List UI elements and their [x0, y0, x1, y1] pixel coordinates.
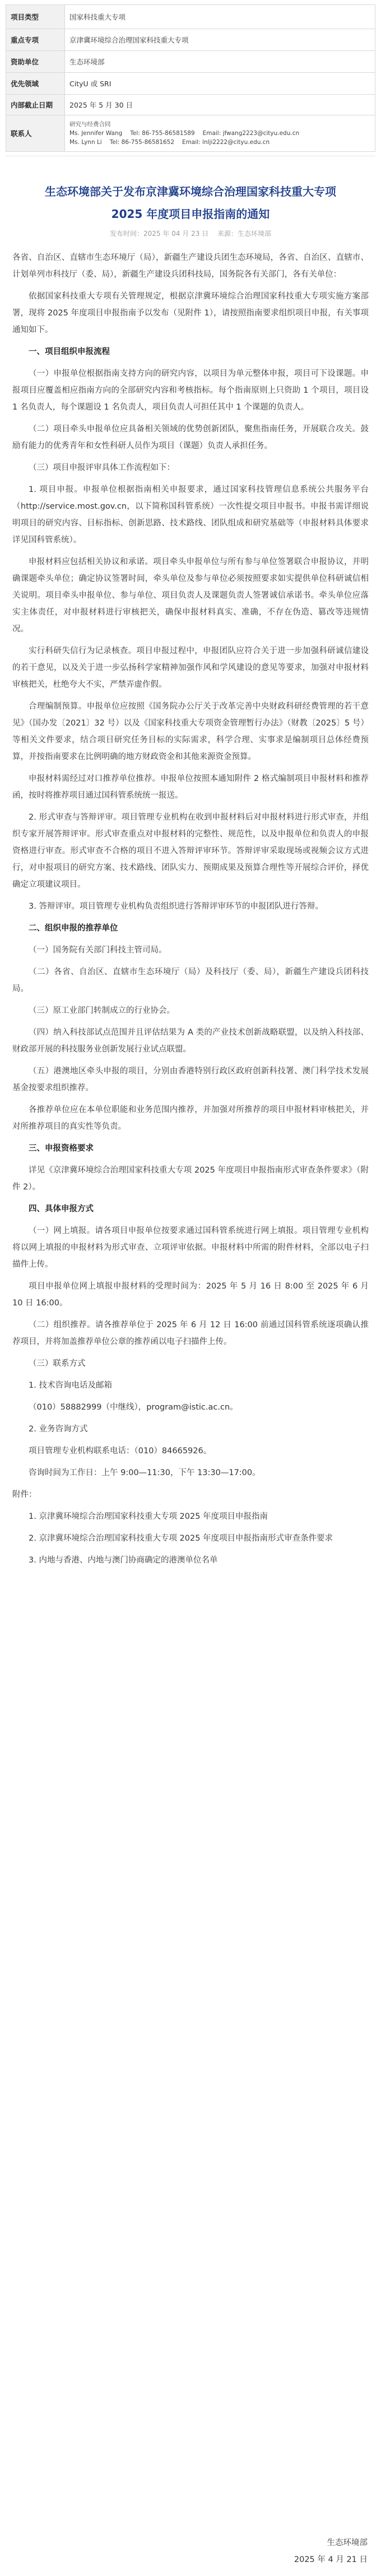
contact-name: 研究与经费合同	[69, 121, 111, 128]
contact-tel: Tel: 86-755-86581589	[130, 130, 195, 137]
body-paragraph: （三）项目申报评审具体工作流程如下：	[29, 463, 175, 472]
notice-title-line-2: 2025 年度项目申报指南的通知	[111, 207, 270, 221]
body-paragraph: 2. 业务咨询方式	[29, 1425, 88, 1434]
section-heading: 四、具体申报方式	[29, 1205, 94, 1213]
signature-block	[294, 2535, 368, 2568]
body-paragraph: 3. 答辩评审。项目管理专业机构负责组织进行答辩评审环节的申报团队进行答辩。	[29, 902, 323, 911]
body-paragraph: （三）联系方式	[29, 1359, 86, 1368]
body-paragraph: 详见《京津冀环境综合治理国家科技重大专项 2025 年度项目申报指南形式审查条件要求》（附件 2）。	[12, 1166, 369, 1192]
contact-line	[69, 129, 370, 138]
section-heading: 一、项目组织申报流程	[29, 347, 110, 356]
info-label: 内部截止日期	[6, 95, 65, 115]
body-paragraph: 申报材料应包括相关协议和承诺。项目牵头申报单位与所有参与单位签署联合申报协议，并明确课题牵头单位；确定协议签署时间，牵头单位及参与单位必须按照要求如实提供单位科研诚信相关说明。项目牵头申报单位、参与单位、项目负责人及课题负责人签署诚信承诺书。牵头单位应落实主体责任，对申报材料进行审核把关，确保申报材料真实、准确，不存在伪造、篡改等违规情况。	[12, 557, 369, 634]
info-label: 重点专项	[6, 29, 65, 51]
section-heading: 二、组织申报的推荐单位	[29, 924, 118, 933]
publish-info	[0, 229, 381, 238]
body-paragraph: （二）各省、自治区、直辖市生态环境厅（局）及科技厅（委、局），新疆生产建设兵团科技局。	[12, 968, 369, 993]
info-row	[6, 5, 375, 29]
body-paragraph: 实行科研失信行为记录核查。项目申报过程中，申报团队应符合关于进一步加强科研诚信建设的若干意见，以及关于进一步弘扬科学家精神加强作风和学风建设的意见等要求，加强对申报材料审核把关，杜绝夸大不实，严禁弄虚作假。	[12, 647, 369, 689]
sign-date: 2025 年 4 月 21 日	[294, 2555, 368, 2564]
contact-email[interactable]: Email: jfwang2223@cityu.edu.cn	[202, 130, 300, 137]
body-paragraph: （一）国务院有关部门科技主管司局。	[29, 946, 167, 955]
info-label: 项目类型	[6, 5, 65, 29]
body-paragraph: 各省、自治区、直辖市生态环境厅（局），新疆生产建设兵团生态环境局，各省、自治区、直辖市、计划单列市科技厅（委、局），新疆生产建设兵团科技局，国务院各有关部门，各有关单位：	[12, 253, 369, 279]
body-paragraph: 3. 内地与香港、内地与澳门协商确定的港澳单位名单	[29, 1556, 218, 1565]
publish-source: 来源：生态环境部	[217, 230, 271, 238]
body-paragraph: （四）纳入科技部试点范围并且评估结果为 A 类的产业技术创新战略联盟，以及纳入科技部、财政部开展的科技服务业创新发展行业试点联盟。	[12, 1028, 369, 1054]
body-paragraph: 附件：	[12, 1490, 37, 1499]
contact-name: Ms. Jennifer Wang	[69, 130, 123, 137]
contact-line	[69, 138, 370, 147]
contact-details	[65, 115, 375, 152]
notice-title	[0, 180, 381, 225]
info-row	[6, 73, 375, 95]
body-paragraph: 合理编制预算。申报单位应按照《国务院办公厅关于改革完善中央财政科研经费管理的若干意见》（国办发〔2021〕32 号）以及《国家科技重大专项资金管理暂行办法》（财教〔2025〕5 号）等相关文件要求，结合项目研究任务目标的实际需求，科学合理、实事求是编制项目总体经费预算，并按指南要求在比例明确的地方财政资金和其他来源资金预算。	[12, 702, 369, 761]
body-paragraph: （二）项目牵头申报单位应具备相关领域的优势创新团队，聚焦指南任务，开展联合攻关。鼓励有能力的优秀青年和女性科研人员作为项目（课题）负责人承担任务。	[12, 425, 369, 450]
info-value: 国家科技重大专项	[65, 5, 375, 29]
body-paragraph: （010）58882999（中继线），program@istic.ac.cn。	[29, 1403, 238, 1412]
project-info-table	[6, 4, 375, 152]
info-label: 优先领域	[6, 73, 65, 95]
body-paragraph: 1. 项目申报。申报单位根据指南相关申报要求，通过国家科技管理信息系统公共服务平台（http://service.most.gov.cn，以下简称国科管系统）一次性提交项目申报书。申报书需详细说明项目的研究内容、目标指标、创新思路、技术路线、团队组成和研究基础等（申报材料具体要求详见国科管系统）。	[12, 485, 369, 545]
publish-date: 发布时间：2025 年 04 月 23 日	[110, 230, 209, 238]
sign-organization: 生态环境部	[327, 2538, 368, 2547]
info-label: 资助单位	[6, 51, 65, 73]
info-row	[6, 51, 375, 73]
body-paragraph: （二）组织推荐。请各推荐单位于 2025 年 6 月 12 日 16:00 前通过国科管系统逐项确认推荐项目，并将加盖推荐单位公章的推荐函以电子扫描件上传。	[12, 1320, 369, 1346]
contact-row	[6, 115, 375, 152]
body-paragraph: 项目管理专业机构联系电话：（010）84665926。	[29, 1447, 212, 1456]
contact-line	[69, 120, 370, 129]
contact-tel: Tel: 86-755-86581652	[109, 139, 175, 146]
body-paragraph: （一）网上填报。请各项目申报单位按要求通过国科管系统进行网上填报。项目管理专业机构将以网上填报的申报材料为形式审查、立项评审依据。申报材料中所需的附件材料，全部以电子扫描件上传。	[12, 1226, 369, 1269]
notice-title-line-1: 生态环境部关于发布京津冀环境综合治理国家科技重大专项	[45, 185, 336, 198]
body-paragraph: （一）申报单位根据指南支持方向的研究内容，以项目为单元整体申报，项目可下设课题。申报项目应覆盖相应指南方向的全部研究内容和考核指标。每个指南原则上只资助 1 个项目，项目设 1 名负责人，每个课题设 1 名负责人，项目负责人可担任其中 1 个课题的负责人。	[12, 369, 369, 412]
notice-body	[12, 249, 369, 1574]
body-paragraph: 咨询时间为工作日：上午 9:00—11:30，下午 13:30—17:00。	[29, 1468, 261, 1477]
info-row	[6, 95, 375, 115]
body-paragraph: 1. 京津冀环境综合治理国家科技重大专项 2025 年度项目申报指南	[29, 1512, 268, 1521]
body-paragraph: 2. 形式审查与答辩评审。项目管理专业机构在收到申报材料后对申报材料进行形式审查，并组织专家开展答辩评审。形式审查重点对申报材料的完整性、规范性，以及申报单位和负责人的申报资格进行审查。形式审查不合格的项目不进入答辩评审环节。答辩评审采取现场或视频会议方式进行，对申报项目的研究方案、技术路线、团队实力、预期成果及预算合理性等开展综合评价，择优确定立项建议项目。	[12, 813, 369, 889]
contact-label: 联系人	[6, 115, 65, 152]
info-value: CityU 或 SRI	[65, 73, 375, 95]
body-paragraph: 1. 技术咨询电话及邮箱	[29, 1381, 112, 1390]
info-value: 2025 年 5 月 30 日	[65, 95, 375, 115]
body-paragraph: 依据国家科技重大专项有关管理规定，根据京津冀环境综合治理国家科技重大专项实施方案部署，现将 2025 年度项目申报指南予以发布（见附件 1），请按照指南要求组织项目申报，有关事项通知如下。	[12, 292, 369, 334]
info-value: 京津冀环境综合治理国家科技重大专项	[65, 29, 375, 51]
body-paragraph: 2. 京津冀环境综合治理国家科技重大专项 2025 年度项目申报指南形式审查条件要求	[29, 1534, 333, 1543]
contact-name: Ms. Lynn Li	[69, 139, 102, 146]
body-paragraph: 申报材料需经过对口推荐单位推荐。申报单位按照本通知附件 2 格式编制项目申报材料和推荐函，按时将推荐项目通过国科管系统统一报送。	[12, 774, 369, 800]
body-paragraph: 项目申报单位网上填报申报材料的受理时间为：2025 年 5 月 16 日 8:00 至 2025 年 6 月 10 日 16:00。	[12, 1282, 369, 1308]
body-paragraph: （五）港澳地区牵头申报的项目，分别由香港特别行政区政府创新科技署、澳门科学技术发展基金按要求组织推荐。	[12, 1067, 369, 1092]
body-paragraph: （三）原工业部门转制成立的行业协会。	[29, 1006, 175, 1015]
info-row	[6, 29, 375, 51]
contact-email[interactable]: Email: lnlji2222@cityu.edu.cn	[182, 139, 270, 146]
body-paragraph: 各推荐单位应在本单位职能和业务范围内推荐，并加强对所推荐的项目申报材料审核把关，并对所推荐项目的真实性等负责。	[12, 1105, 369, 1131]
info-value: 生态环境部	[65, 51, 375, 73]
section-heading: 三、申报资格要求	[29, 1144, 94, 1153]
